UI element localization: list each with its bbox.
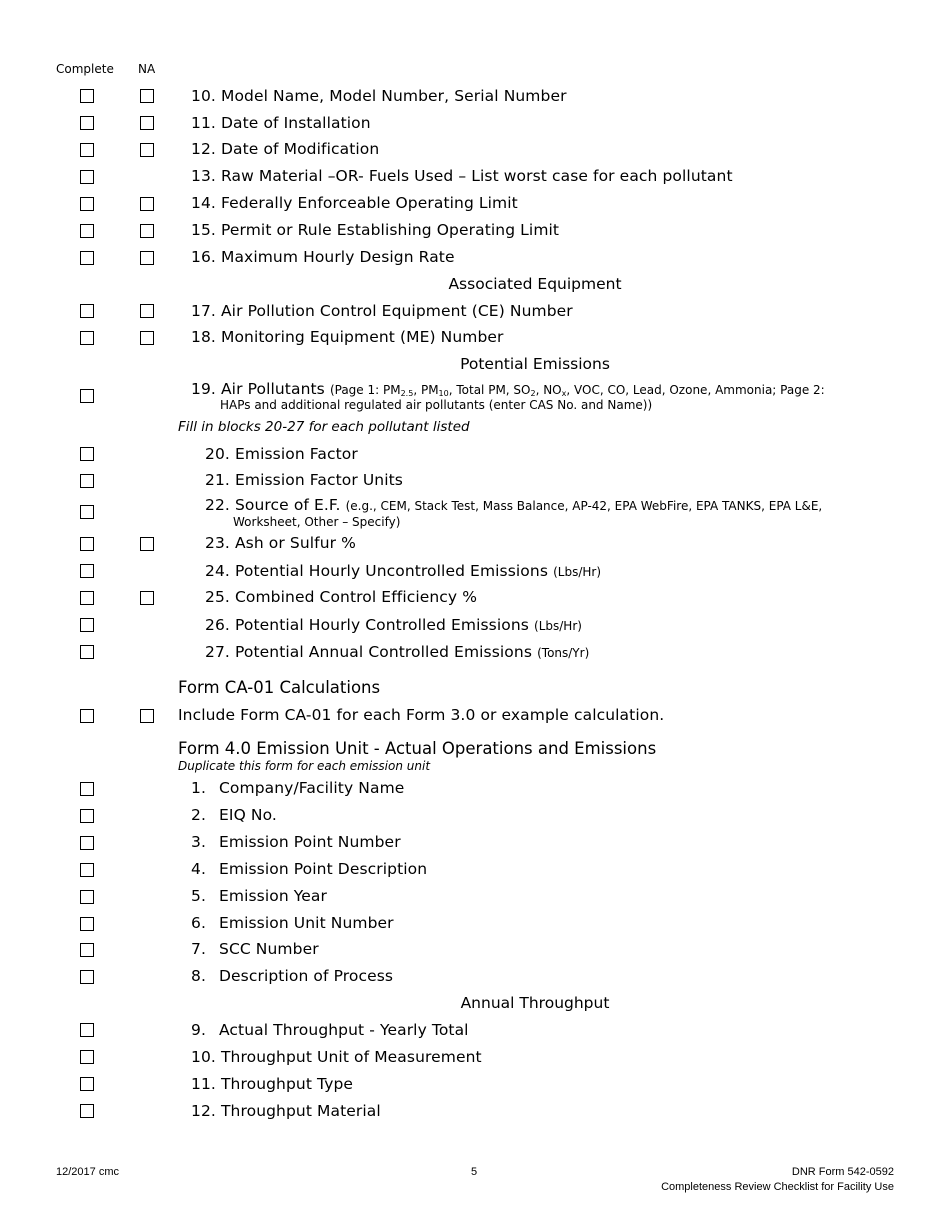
item-12-label: 12. Date of Modification	[191, 140, 380, 158]
complete-checkbox-22[interactable]	[80, 505, 94, 519]
form4-item-6: 6. Emission Unit Number	[191, 914, 394, 932]
annual-throughput-heading: Annual Throughput	[460, 994, 610, 1012]
item-22-detail-line2: Worksheet, Other – Specify)	[233, 515, 401, 529]
complete-checkbox-19[interactable]	[80, 389, 94, 403]
complete-checkbox-18[interactable]	[80, 331, 94, 345]
form4-item-3: 3. Emission Point Number	[191, 833, 401, 851]
complete-checkbox-21[interactable]	[80, 474, 94, 488]
complete-checkbox-20[interactable]	[80, 447, 94, 461]
complete-checkbox-25[interactable]	[80, 591, 94, 605]
form4-item-1: 1. Company/Facility Name	[191, 779, 405, 797]
item-22-label	[205, 495, 822, 514]
complete-checkbox-f4-3[interactable]	[80, 836, 94, 850]
form4-item-7: 7. SCC Number	[191, 940, 319, 958]
item-17-label: 17. Air Pollution Control Equipment (CE) Number	[191, 302, 573, 320]
complete-checkbox-14[interactable]	[80, 197, 94, 211]
complete-checkbox-f4-2[interactable]	[80, 809, 94, 823]
item-20-label: 20. Emission Factor	[205, 445, 358, 463]
complete-checkbox-10[interactable]	[80, 89, 94, 103]
item-10-label: 10. Model Name, Model Number, Serial Number	[191, 87, 567, 105]
item-27-unit: (Tons/Yr)	[537, 646, 590, 660]
fill-in-note: Fill in blocks 20-27 for each pollutant listed	[178, 419, 470, 435]
item-19-title: 19. Air Pollutants	[191, 380, 325, 398]
item-24-unit: (Lbs/Hr)	[553, 565, 602, 579]
complete-checkbox-f4-10[interactable]	[80, 1050, 94, 1064]
item-16-label: 16. Maximum Hourly Design Rate	[191, 248, 455, 266]
potential-emissions-heading: Potential Emissions	[460, 355, 610, 373]
na-checkbox-17[interactable]	[140, 304, 154, 318]
item-25-label: 25. Combined Control Efficiency %	[205, 588, 478, 606]
form4-item-5: 5. Emission Year	[191, 887, 328, 905]
na-checkbox-12[interactable]	[140, 143, 154, 157]
item-15-label: 15. Permit or Rule Establishing Operating Limit	[191, 221, 560, 239]
form4-item-11: 11. Throughput Type	[191, 1075, 354, 1093]
na-checkbox-23[interactable]	[140, 537, 154, 551]
item-26-title: 26. Potential Hourly Controlled Emissions	[205, 616, 529, 634]
item-19-label	[191, 379, 825, 398]
footer-form-number: DNR Form 542-0592	[791, 1166, 894, 1178]
na-checkbox-10[interactable]	[140, 89, 154, 103]
item-24-title: 24. Potential Hourly Uncontrolled Emissions	[205, 562, 548, 580]
item-24-label	[205, 561, 601, 580]
complete-checkbox-ca01[interactable]	[80, 709, 94, 723]
item-19-detail: (Page 1: $PM_{2.5}$, $PM_{10}$, Total PM, $SO_2$, $NO_x$, VOC, CO, Lead, Ozone, Ammonia; Page 2:	[329, 383, 825, 398]
na-checkbox-15[interactable]	[140, 224, 154, 238]
complete-checkbox-11[interactable]	[80, 116, 94, 130]
item-23-label: 23. Ash or Sulfur %	[205, 534, 356, 552]
form4-item-2: 2. EIQ No.	[191, 806, 277, 824]
complete-checkbox-15[interactable]	[80, 224, 94, 238]
item-14-label: 14. Federally Enforceable Operating Limit	[191, 194, 518, 212]
complete-checkbox-23[interactable]	[80, 537, 94, 551]
ca01-title: Form CA-01 Calculations	[178, 678, 381, 697]
complete-checkbox-26[interactable]	[80, 618, 94, 632]
complete-checkbox-13[interactable]	[80, 170, 94, 184]
item-11-label: 11. Date of Installation	[191, 114, 371, 132]
na-checkbox-18[interactable]	[140, 331, 154, 345]
footer-subtitle: Completeness Review Checklist for Facility Use	[661, 1181, 894, 1193]
footer-date: 12/2017 cmc	[56, 1166, 119, 1178]
item-18-label: 18. Monitoring Equipment (ME) Number	[191, 328, 504, 346]
item-26-label	[205, 615, 582, 634]
item-22-title: 22. Source of E.F.	[205, 496, 341, 514]
complete-checkbox-17[interactable]	[80, 304, 94, 318]
item-21-label: 21. Emission Factor Units	[205, 471, 403, 489]
form4-note: Duplicate this form for each emission unit	[178, 759, 431, 773]
na-checkbox-11[interactable]	[140, 116, 154, 130]
complete-checkbox-f4-6[interactable]	[80, 917, 94, 931]
form4-item-8: 8. Description of Process	[191, 967, 394, 985]
na-checkbox-ca01[interactable]	[140, 709, 154, 723]
form4-item-12: 12. Throughput Material	[191, 1102, 381, 1120]
item-19-detail-line2: HAPs and additional regulated air pollutants (enter CAS No. and Name))	[220, 398, 653, 412]
item-26-unit: (Lbs/Hr)	[534, 619, 582, 633]
item-13-label: 13. Raw Material –OR- Fuels Used – List worst case for each pollutant	[191, 167, 733, 185]
form4-item-10: 10. Throughput Unit of Measurement	[191, 1048, 482, 1066]
complete-checkbox-f4-4[interactable]	[80, 863, 94, 877]
item-27-title: 27. Potential Annual Controlled Emissions	[205, 643, 532, 661]
complete-checkbox-f4-12[interactable]	[80, 1104, 94, 1118]
item-27-label	[205, 642, 589, 661]
complete-checkbox-f4-1[interactable]	[80, 782, 94, 796]
complete-checkbox-f4-9[interactable]	[80, 1023, 94, 1037]
form4-item-4: 4. Emission Point Description	[191, 860, 428, 878]
complete-checkbox-12[interactable]	[80, 143, 94, 157]
complete-column-header: Complete	[56, 62, 114, 76]
complete-checkbox-f4-8[interactable]	[80, 970, 94, 984]
complete-checkbox-f4-7[interactable]	[80, 943, 94, 957]
complete-checkbox-f4-5[interactable]	[80, 890, 94, 904]
complete-checkbox-27[interactable]	[80, 645, 94, 659]
form4-item-9: 9. Actual Throughput - Yearly Total	[191, 1021, 469, 1039]
item-22-detail: (e.g., CEM, Stack Test, Mass Balance, AP-42, EPA WebFire, EPA TANKS, EPA L&E,	[345, 499, 823, 513]
na-checkbox-14[interactable]	[140, 197, 154, 211]
form4-title: Form 4.0 Emission Unit - Actual Operations and Emissions	[178, 739, 657, 758]
na-checkbox-25[interactable]	[140, 591, 154, 605]
footer-page-number: 5	[471, 1166, 478, 1178]
complete-checkbox-16[interactable]	[80, 251, 94, 265]
complete-checkbox-24[interactable]	[80, 564, 94, 578]
na-column-header: NA	[138, 62, 156, 76]
complete-checkbox-f4-11[interactable]	[80, 1077, 94, 1091]
na-checkbox-16[interactable]	[140, 251, 154, 265]
associated-equipment-heading: Associated Equipment	[448, 275, 622, 293]
ca01-text: Include Form CA-01 for each Form 3.0 or example calculation.	[178, 706, 665, 724]
